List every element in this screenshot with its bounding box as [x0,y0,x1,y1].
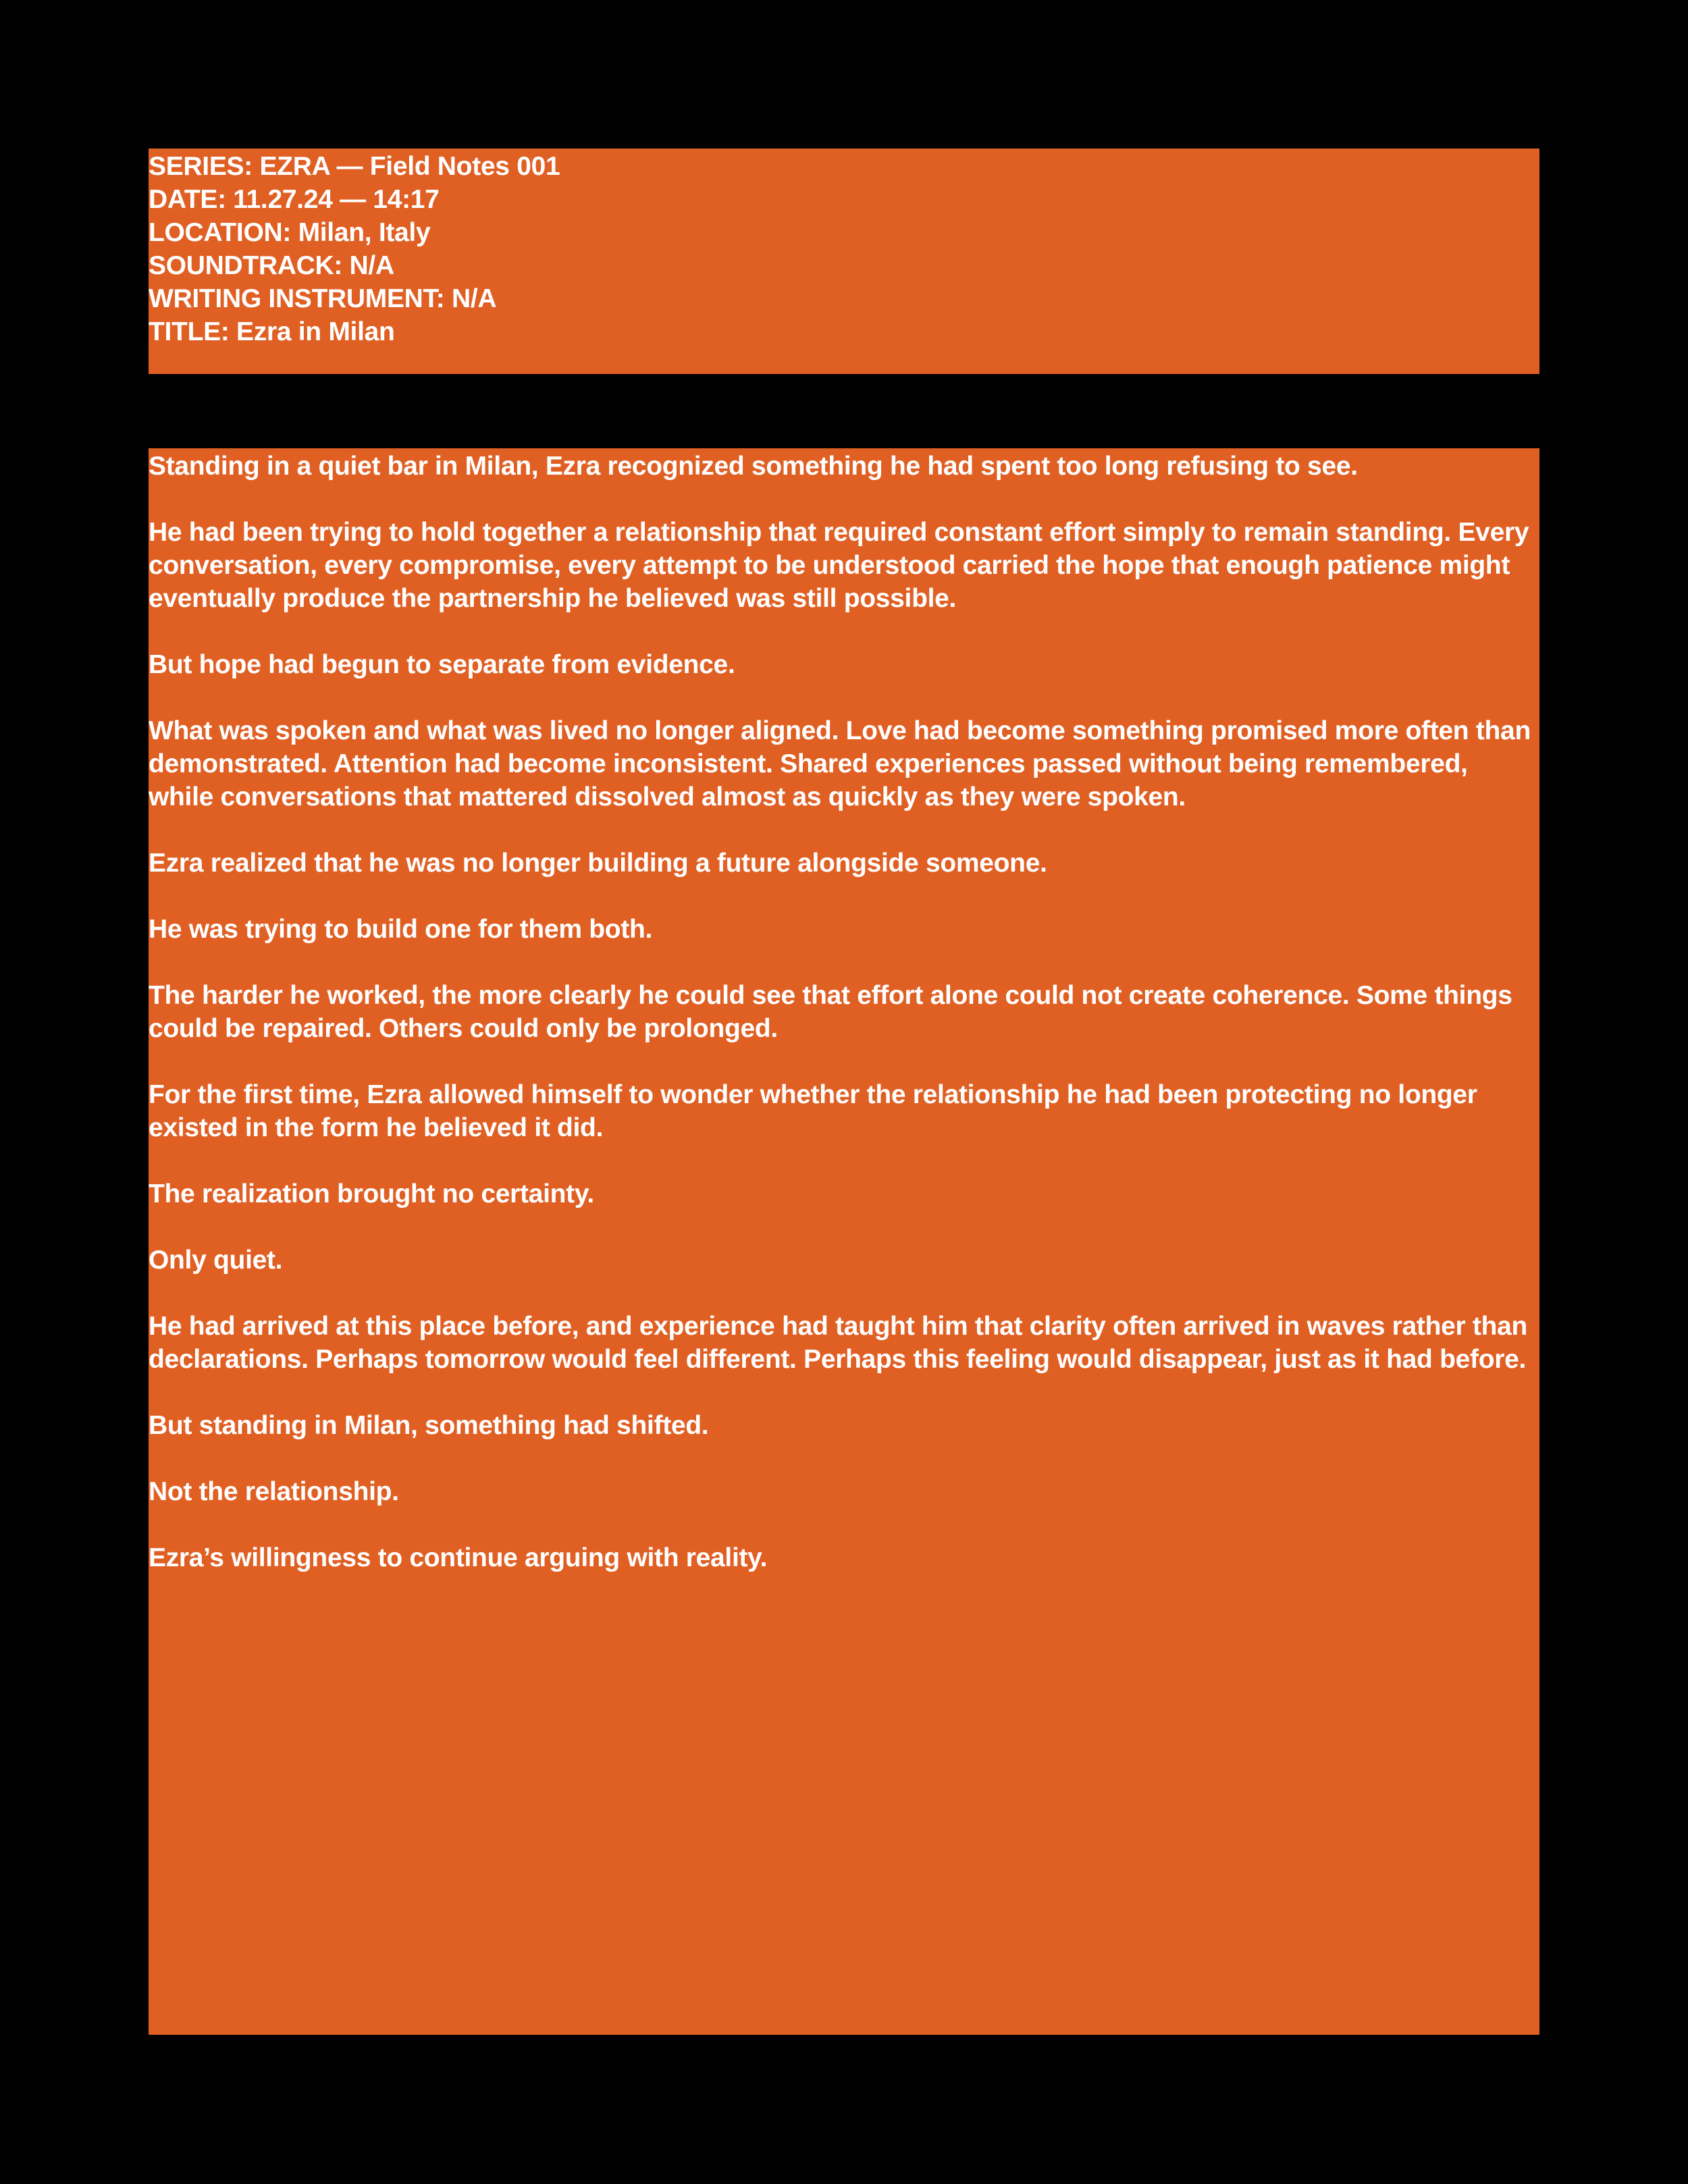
date-line: DATE: 11.27.24 — 14:17 [149,185,440,214]
paragraph: What was spoken and what was lived no longer aligned. Love had become something promised more often than demonstrated. Attention had become inconsistent. Shared experiences passed without being remembered, while conversations that mattered dissolved almost as quickly as they were spoken. [149,716,1531,811]
paragraph: Standing in a quiet bar in Milan, Ezra recognized something he had spent too long refusing to see. [149,452,1358,481]
paragraph: Only quiet. [149,1246,283,1275]
title-line: TITLE: Ezra in Milan [149,317,395,346]
paragraph: The realization brought no certainty. [149,1179,594,1208]
metadata-header-panel [149,149,1539,374]
location-line: LOCATION: Milan, Italy [149,218,431,247]
paragraph: But standing in Milan, something had shifted. [149,1411,709,1440]
paragraph: But hope had begun to separate from evidence. [149,650,735,679]
paragraph: For the first time, Ezra allowed himself to wonder whether the relationship he had been protecting no longer existed in the form he believed it did. [149,1080,1477,1142]
paragraph: The harder he worked, the more clearly he could see that effort alone could not create coherence. Some things could be repaired. Others could only be prolonged. [149,981,1512,1043]
paragraph: He had arrived at this place before, and experience had taught him that clarity often arrived in waves rather than declarations. Perhaps tomorrow would feel different. Perhaps this feeling would disappear, just as it had before. [149,1312,1528,1374]
writing-instrument-line: WRITING INSTRUMENT: N/A [149,284,497,313]
paragraph: He had been trying to hold together a relationship that required constant effort simply to remain standing. Every conversation, every compromise, every attempt to be understood carried the hope that enough patience might eventually produce the partnership he believed was still possible. [149,518,1529,613]
paragraph: Ezra’s willingness to continue arguing with reality. [149,1543,768,1572]
paragraph: He was trying to build one for them both. [149,915,653,944]
soundtrack-line: SOUNDTRACK: N/A [149,251,394,280]
series-line: SERIES: EZRA — Field Notes 001 [149,152,560,181]
paragraph: Not the relationship. [149,1477,399,1506]
body-text-panel [149,448,1539,2035]
paragraph: Ezra realized that he was no longer building a future alongside someone. [149,849,1047,878]
